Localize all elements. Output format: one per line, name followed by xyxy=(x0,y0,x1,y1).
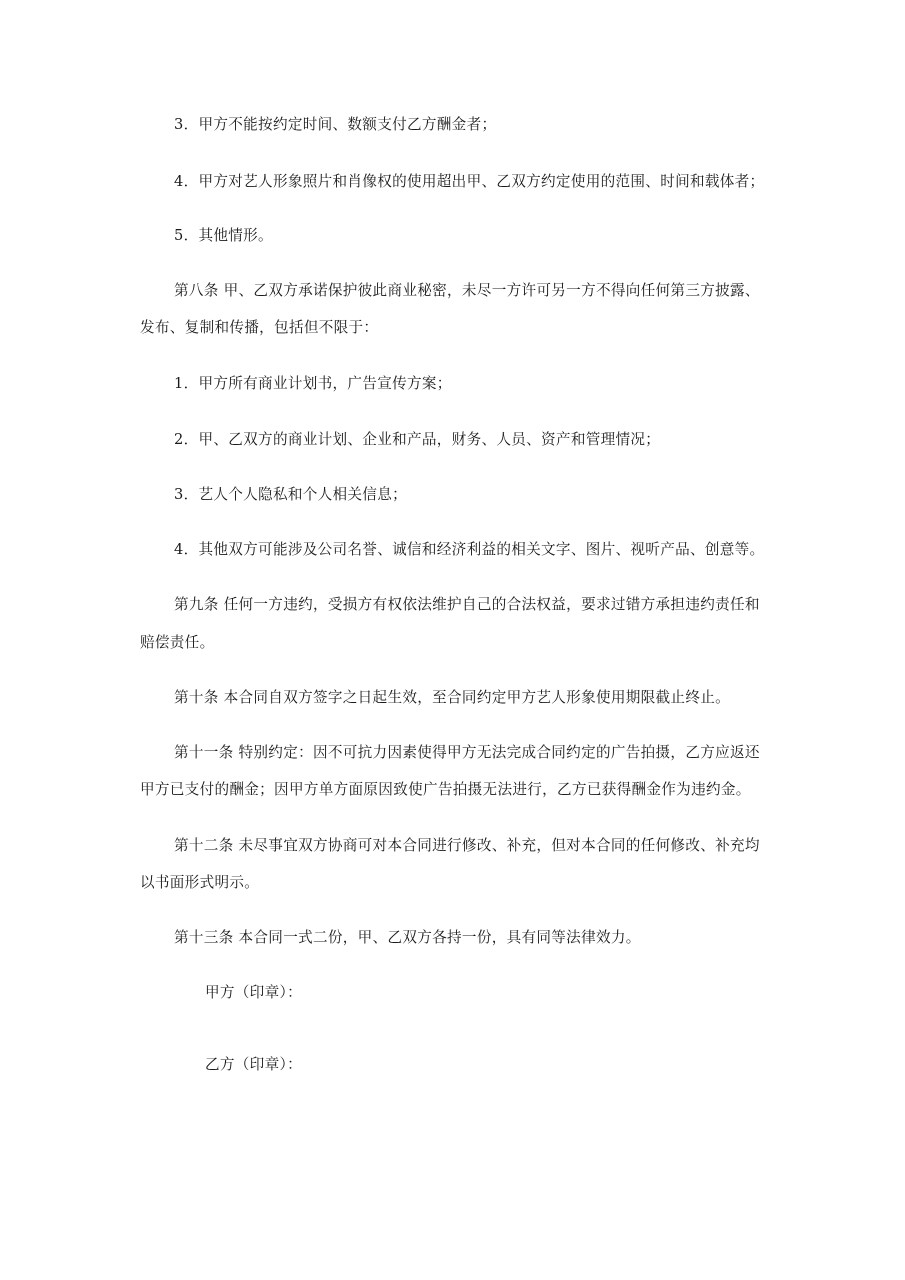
party-b-seal: 乙方（印章）： xyxy=(205,1056,302,1073)
clause-8-item-3: 3．艺人个人隐私和个人相关信息； xyxy=(174,486,407,503)
clause-8-item-1: 1．甲方所有商业计划书，广告宣传方案； xyxy=(174,375,452,392)
clause-8-item-4: 4．其他双方可能涉及公司名誉、诚信和经济利益的相关文字、图片、视听产品、创意等。 xyxy=(174,541,765,558)
clause-12-line-2: 以书面形式明示。 xyxy=(140,874,260,891)
clause-7-item-4: 4．甲方对艺人形象照片和肖像权的使用超出甲、乙双方约定使用的范围、时间和载体者； xyxy=(174,173,765,190)
clause-10: 第十条 本合同自双方签字之日起生效，至合同约定甲方艺人形象使用期限截止终止。 xyxy=(174,689,731,706)
clause-7-item-5: 5．其他情形。 xyxy=(174,227,273,244)
clause-9-line-1: 第九条 任何一方违约，受损方有权依法维护自己的合法权益，要求过错方承担违约责任和 xyxy=(174,596,760,613)
clause-8-line-2: 发布、复制和传播，包括但不限于： xyxy=(140,319,379,336)
clause-8-line-1: 第八条 甲、乙双方承诺保护彼此商业秘密，未尽一方许可另一方不得向任何第三方披露、 xyxy=(174,282,760,299)
clause-13: 第十三条 本合同一式二份，甲、乙双方各持一份，具有同等法律效力。 xyxy=(174,929,641,946)
party-a-seal: 甲方（印章）： xyxy=(205,984,302,1001)
clause-11-line-1: 第十一条 特别约定：因不可抗力因素使得甲方无法完成合同约定的广告拍摄，乙方应返还 xyxy=(174,744,760,761)
clause-8-item-2: 2．甲、乙双方的商业计划、企业和产品，财务、人员、资产和管理情况； xyxy=(174,431,661,448)
clause-12-line-1: 第十二条 未尽事宜双方协商可对本合同进行修改、补充，但对本合同的任何修改、补充均 xyxy=(174,837,760,854)
clause-11-line-2: 甲方已支付的酬金；因甲方单方面原因致使广告拍摄无法进行，乙方已获得酬金作为违约金。 xyxy=(140,781,751,798)
clause-9-line-2: 赔偿责任。 xyxy=(140,634,215,651)
clause-7-item-3: 3．甲方不能按约定时间、数额支付乙方酬金者； xyxy=(174,116,497,133)
